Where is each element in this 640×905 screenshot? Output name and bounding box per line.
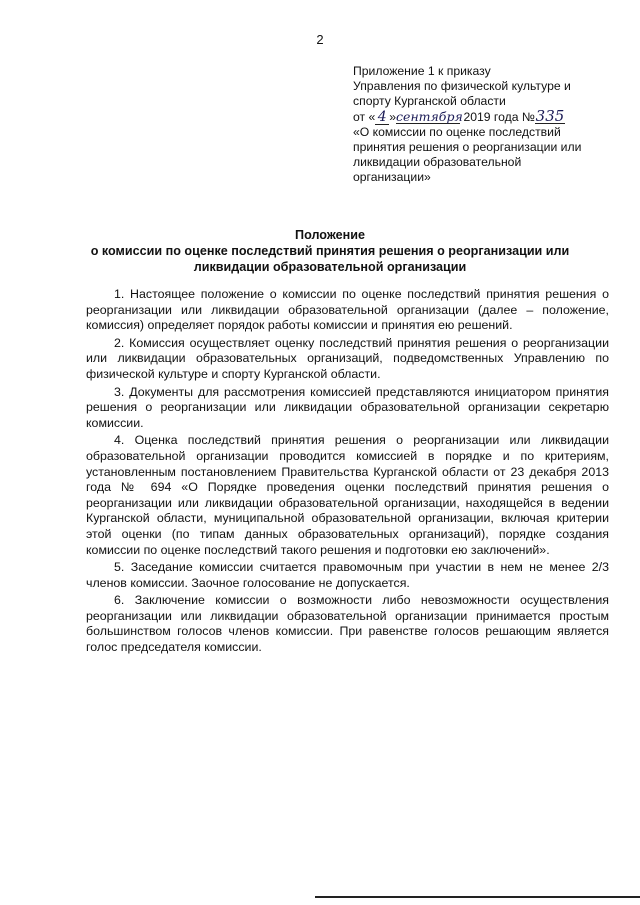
- paragraph-4: 4. Оценка последствий принятия решения о реорганизации или ликвидации образовательной организации проводится комиссией в порядке и по критериям, установленным постановлением Правительства Курганской области от 23 декабря 2013 года № 694 «О Порядке проведения оценки последствий принятия решения о реорганизации или ликвидации образовательной организации, находящейся в ведении Курганской области, муниципальной образовательной организации, включая критерии этой оценки (по типам данных образовательных организаций), порядке создания комиссии по оценке последствий такого решения и подготовки ею заключений».: [86, 433, 609, 557]
- appendix-line-5: «О комиссии по оценке последствий: [353, 124, 561, 139]
- date-prefix: от «: [353, 109, 376, 124]
- appendix-line-8: организации»: [353, 170, 431, 185]
- document-title: [60, 227, 600, 275]
- page-number: 2: [316, 32, 324, 47]
- date-year: 2019 года №: [463, 109, 535, 124]
- paragraph-5: 5. Заседание комиссии считается правомочным при участии в нем не менее 2/3 членов комиссии. Заочное голосование не допускается.: [86, 560, 609, 590]
- appendix-line-1: Приложение 1 к приказу: [353, 64, 491, 78]
- appendix-line-6: принятия решения о реорганизации или: [353, 140, 582, 155]
- scan-edge-line: [315, 896, 640, 898]
- handwritten-day: 4: [375, 111, 389, 125]
- paragraph-1: 1. Настоящее положение о комиссии по оценке последствий принятия решения о реорганизации или ликвидации образовательной организации (далее – положение, комиссия) определяет порядок работы комиссии и принятия ею решений.: [86, 287, 609, 333]
- date-mid: »: [389, 109, 397, 124]
- handwritten-order-number: 335: [535, 106, 565, 125]
- paragraph-2: 2. Комиссия осуществляет оценку последствий принятия решения о реорганизации или ликвидации образовательных организаций, подведомственных Управлению по физической культуре и спорту Курганской области.: [86, 335, 609, 381]
- handwritten-month: сентября: [396, 108, 463, 124]
- appendix-block: [353, 64, 613, 186]
- paragraph-3: 3. Документы для рассмотрения комиссией представляются инициатором принятия решения о реорганизации или ликвидации образовательной организации секретарю комиссии.: [86, 384, 609, 430]
- title-subtitle-2: ликвидации образовательной организации: [193, 260, 467, 274]
- appendix-line-3: спорту Курганской области: [353, 94, 506, 109]
- title-subtitle-1: о комиссии по оценке последствий принятия решения о реорганизации или: [90, 244, 570, 258]
- title-heading: Положение: [295, 228, 365, 242]
- document-body: [86, 287, 609, 658]
- paragraph-6: 6. Заключение комиссии о возможности либо невозможности осуществления реорганизации или ликвидации образовательной организации принимается простым большинством голосов членов комиссии. При равенстве голосов решающим является голос председателя комиссии.: [86, 593, 609, 655]
- appendix-date-line: [353, 106, 613, 125]
- appendix-line-7: ликвидации образовательной: [353, 155, 522, 170]
- appendix-line-2: Управления по физической культуре и: [353, 79, 571, 94]
